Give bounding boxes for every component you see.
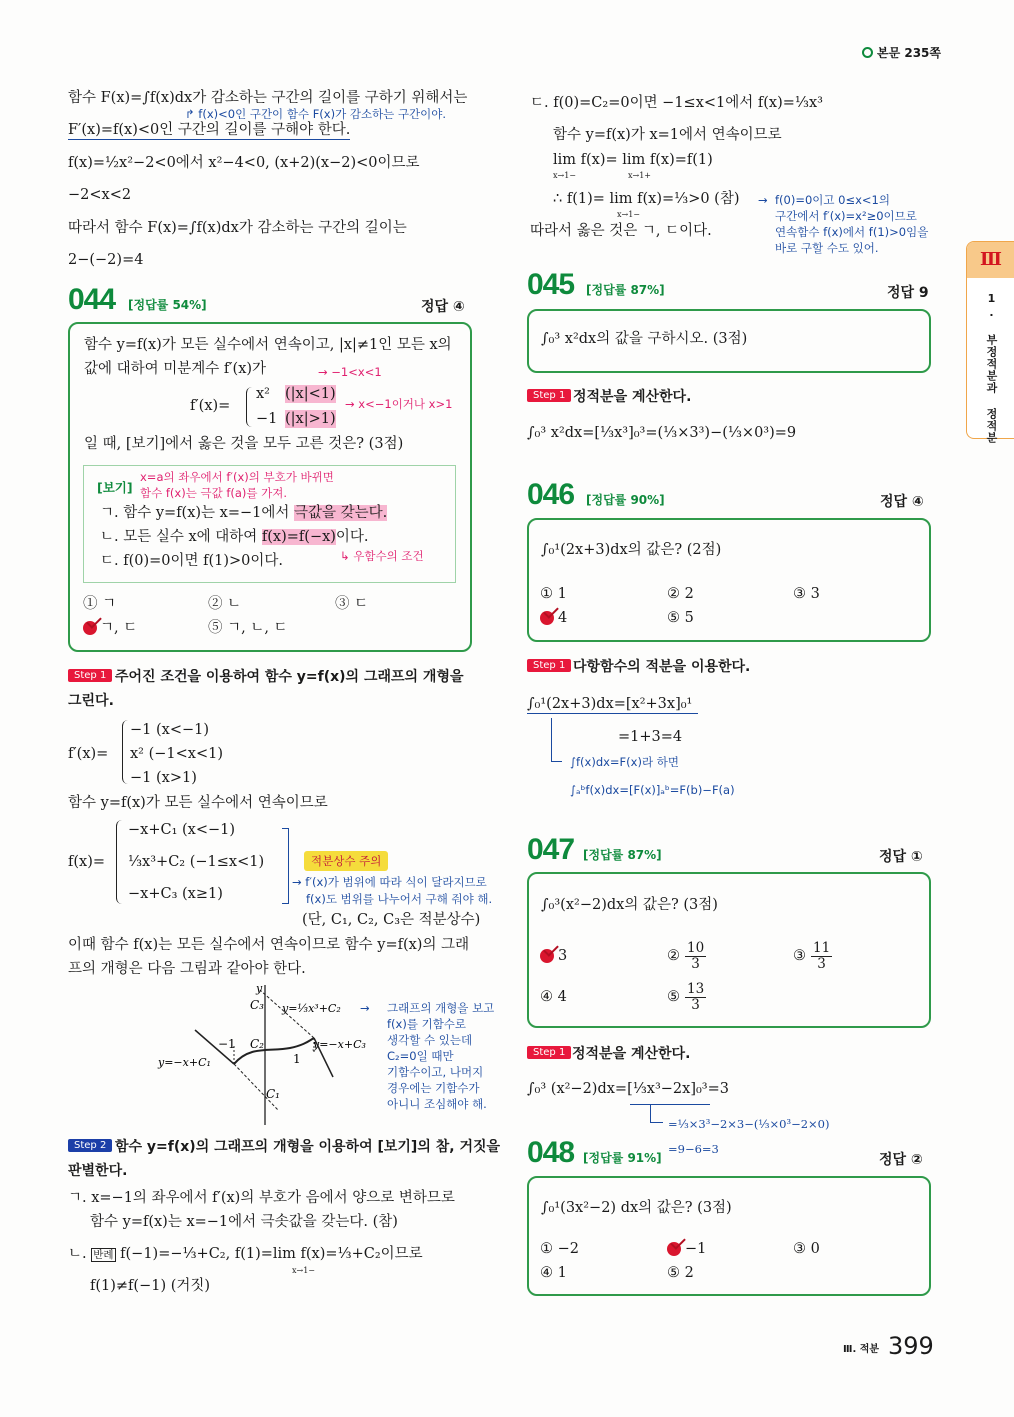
numerator: 11: [813, 940, 831, 956]
lim-sub: x→1−: [292, 1266, 316, 1275]
step-badge: Step 2: [68, 1139, 112, 1152]
piece-cond: (|x|>1): [285, 411, 336, 427]
minus-one-label: −1: [218, 1037, 236, 1051]
fprime-piece: −1 (x<−1): [130, 722, 209, 738]
answer-label: 정답 ①: [879, 849, 923, 865]
blue-note-line: 바로 구할 수도 있어.: [775, 241, 879, 255]
choice-4[interactable]: 4: [558, 610, 568, 626]
y-axis-label: y: [256, 982, 263, 995]
c3-label: C₃: [250, 998, 264, 1012]
question-number: 046: [527, 478, 575, 511]
step-title: 판별한다.: [68, 1163, 128, 1179]
choice-3-fraction[interactable]: [811, 941, 832, 972]
solution-line: f(1)≠f(−1) (거짓): [90, 1278, 211, 1294]
page-reference: [862, 44, 941, 62]
correct-rate: [정답률 90%]: [586, 493, 665, 507]
check-mark-icon: [540, 949, 554, 963]
blue-calc: =9−6=3: [668, 1142, 719, 1156]
choice-2-fraction[interactable]: [685, 941, 706, 972]
piece-expr: −1: [256, 411, 278, 427]
bogi-highlight: f(x)=f(−x): [261, 529, 336, 545]
blue-note: f(x)도 범위를 나누어서 구해 줘야 해.: [306, 892, 493, 906]
solution-line: 함수 y=f(x)는 x=−1에서 극솟값을 갖는다. (참): [90, 1214, 398, 1230]
solution-line: ㄷ. f(0)=C₂=0이면 −1≤x<1에서 f(x)=⅓x³: [530, 95, 823, 111]
question-box: [527, 1176, 931, 1296]
prev-note: ↱ f(x)<0인 구간이 함수 F(x)가 감소하는 구간이야.: [185, 107, 447, 121]
calculation: ∫₀³ x²dx=[⅓x³]₀³=(⅓×3³)−(⅓×0³)=9: [527, 425, 797, 441]
brace: [122, 720, 128, 784]
unit-label: Ⅲ: [967, 242, 1014, 278]
choice-2[interactable]: −1: [685, 1241, 707, 1257]
solution-line: ㄱ. x=−1의 좌우에서 f′(x)의 부호가 음에서 양으로 변하므로: [68, 1190, 455, 1206]
step-badge: Step 1: [527, 1046, 571, 1059]
blue-calc: =⅓×3³−2×3−(⅓×0³−2×0): [668, 1117, 830, 1131]
step-title: 정적분을 계산한다.: [573, 389, 692, 405]
question-number: 048: [527, 1136, 575, 1169]
step-badge: Step 1: [527, 389, 571, 402]
page-ref-text: 본문 235쪽: [877, 46, 942, 60]
f-label: f(x)=: [68, 854, 106, 870]
arrow-icon: →: [758, 193, 768, 207]
bogi-item: [100, 528, 369, 546]
bracket: [282, 828, 289, 904]
graph-note-line: 아니니 조심해야 해.: [387, 1097, 487, 1111]
blue-note-line: 구간에서 f′(x)=x²≥0이므로: [775, 209, 917, 223]
blue-note: ∫f(x)dx=F(x)라 하면: [570, 755, 679, 769]
pink-note-text: 우함수의 조건: [353, 549, 424, 563]
pink-note: ↳ 우함수의 조건: [340, 549, 424, 563]
numerator: 10: [687, 940, 705, 956]
prev-line: 2−(−2)=4: [68, 252, 144, 268]
fprime-piece: −1 (x>1): [130, 770, 197, 786]
piece-cond: (|x|<1): [285, 386, 336, 402]
page-number: 399: [888, 1332, 934, 1360]
question-text: 일 때, [보기]에서 옳은 것을 모두 고른 것은? (3점): [84, 436, 404, 452]
graph-note: [387, 1000, 497, 1112]
circle-icon: [862, 47, 873, 58]
answer-label: 정답 ④: [421, 299, 465, 315]
bogi-note: 함수 f(x)는 극값 f(a)를 가져.: [140, 486, 288, 500]
step-title: 함수 y=f(x)의 그래프의 개형을 이용하여 [보기]의 참, 거짓을: [115, 1139, 501, 1155]
blue-note-text: f′(x)가 범위에 따라 식이 달라지므로: [305, 875, 487, 889]
question-text: ∫₀³ x²dx의 값을 구하시오. (3점): [541, 331, 748, 347]
solution-line: ∴ f(1)= lim f(x)=⅓>0 (참): [553, 191, 740, 207]
blue-note: [775, 192, 928, 256]
question-box: [527, 518, 931, 642]
graph-note-line: C₂=0일 때만: [387, 1049, 454, 1063]
pink-note: → −1<x<1: [318, 365, 382, 379]
curve-label-left: y=−x+C₁: [158, 1056, 211, 1069]
underline: [630, 1104, 710, 1105]
step-title: 그린다.: [68, 693, 114, 709]
piece-expr: x²: [256, 386, 270, 402]
question-text: 함수 y=f(x)가 모든 실수에서 연속이고, |x|≠1인 모든 x의: [84, 337, 452, 353]
step-title: 다항함수의 적분을 이용한다.: [573, 659, 751, 675]
pink-note-text: x<−1이거나 x>1: [358, 397, 453, 411]
question-text: ∫₀¹(3x²−2) dx의 값은? (3점): [541, 1200, 732, 1216]
f-piece: −x+C₃ (x≥1): [128, 886, 223, 902]
question-text: ∫₀¹(2x+3)dx의 값은? (2점): [541, 542, 722, 558]
check-mark-icon: [83, 621, 97, 635]
solution-line: 이때 함수 f(x)는 모든 실수에서 연속이므로 함수 y=f(x)의 그래: [68, 937, 470, 953]
choice-3[interactable]: ③ 3: [793, 586, 820, 602]
choice-4[interactable]: ㄱ, ㄷ: [100, 620, 138, 636]
lim-sub: x→1−: [617, 210, 641, 219]
f-piece: ⅓x³+C₂ (−1≤x<1): [128, 854, 265, 870]
choice-2[interactable]: ② ㄴ: [208, 596, 242, 612]
prev-line: F′(x)=f(x)<0인 구간의 길이를 구해야 한다.: [68, 122, 351, 138]
choice-2[interactable]: ② 2: [667, 586, 694, 602]
graph-note-line: f(x)를 기함수로: [387, 1017, 467, 1031]
correct-rate: [정답률 91%]: [583, 1151, 662, 1165]
c1-label: C₁: [266, 1087, 280, 1101]
prev-line: 함수 F(x)=∫f(x)dx가 감소하는 구간의 길이를 구하기 위해서는: [68, 90, 468, 106]
piecewise-label: f′(x)=: [190, 398, 231, 414]
bogi-item: [100, 504, 387, 522]
prev-line: 따라서 함수 F(x)=∫f(x)dx가 감소하는 구간의 길이는: [68, 220, 407, 236]
bogi-item: ㄷ. f(0)=0이면 f(1)>0이다.: [100, 553, 284, 569]
solution-line: [68, 1245, 423, 1264]
bogi-text: ㄱ. 함수 y=f(x)는 x=−1에서: [100, 505, 294, 521]
choice-3[interactable]: ③ 0: [793, 1241, 820, 1257]
choice-1[interactable]: ① ㄱ: [83, 596, 117, 612]
correct-rate: [정답률 54%]: [128, 298, 207, 312]
cubic-curve: [234, 1038, 314, 1064]
question-text: 값에 대하여 미분계수 f′(x)가: [84, 361, 267, 377]
calculation: ∫₀¹(2x+3)dx=[x²+3x]₀¹: [527, 695, 698, 714]
choice-5-mark[interactable]: ⑤: [667, 989, 680, 1005]
answer-label: 정답 ②: [879, 1152, 923, 1168]
calculation: ∫₀³ (x²−2)dx=[⅓x³−2x]₀³=3: [527, 1081, 729, 1097]
prev-line: −2<x<2: [68, 187, 132, 203]
footer-section: Ⅲ. 적분: [843, 1344, 880, 1355]
choice-4[interactable]: [540, 988, 567, 1006]
denominator: 3: [691, 997, 700, 1013]
solution-line: 함수 y=f(x)가 x=1에서 연속이므로: [553, 127, 782, 143]
lim-sub: x→1+: [628, 171, 652, 180]
choice-value: 4: [557, 989, 567, 1005]
correct-rate: [정답률 87%]: [583, 848, 662, 862]
choice-5[interactable]: ⑤ 5: [667, 610, 694, 626]
denominator: 3: [691, 956, 700, 972]
chapter-label: 1. 부정적분과 정적분: [985, 292, 998, 444]
blue-note-line: f(0)=0이고 0≤x<1의: [775, 193, 890, 207]
check-mark-icon: [540, 611, 554, 625]
constant-warning-tag: 적분상수 주의: [304, 851, 388, 871]
step-title: 정적분을 계산한다.: [572, 1046, 691, 1062]
graph-note-line: 기함수이고, 나머지: [387, 1065, 484, 1079]
calculation: =1+3=4: [618, 729, 683, 745]
choice-1[interactable]: ① −2: [540, 1241, 579, 1257]
choice-2-mark[interactable]: ②: [667, 948, 680, 964]
brace: [246, 387, 252, 427]
curve-label-right: y=−x+C₃: [313, 1038, 366, 1051]
prev-line: f(x)=½x²−2<0에서 x²−4<0, (x+2)(x−2)<0이므로: [68, 155, 420, 171]
prev-note-text: f(x)<0인 구간이 함수 F(x)가 감소하는 구간이야.: [198, 107, 447, 121]
answer-label: 정답 ④: [880, 494, 924, 510]
choice-5[interactable]: ⑤ ㄱ, ㄴ, ㄷ: [208, 620, 288, 636]
solution-text: f(−1)=−⅓+C₂, f(1)=lim f(x)=⅓+C₂이므로: [115, 1246, 423, 1262]
constant-note: (단, C₁, C₂, C₃은 적분상수): [302, 912, 481, 928]
blue-note: ∫ₐᵇf(x)dx=[F(x)]ₐᵇ=F(b)−F(a): [570, 783, 735, 797]
lim-sub: x→1−: [553, 171, 577, 180]
solution-line: 함수 y=f(x)가 모든 실수에서 연속이므로: [68, 795, 328, 811]
graph-note-line: 그래프의 개형을 보고: [387, 1001, 495, 1015]
question-number: 045: [527, 268, 575, 301]
choice-1[interactable]: ① 1: [540, 586, 567, 602]
curve-label-mid: y=⅓x³+C₂: [282, 1002, 341, 1015]
bogi-label: [보기]: [97, 480, 133, 495]
pink-note: → x<−1이거나 x>1: [345, 397, 453, 411]
answer-label: 정답 9: [887, 285, 929, 301]
graph-note-line: 경우에는 기함수가: [387, 1081, 480, 1095]
blue-note: → f′(x)가 범위에 따라 식이 달라지므로: [292, 875, 487, 889]
brace: [116, 820, 122, 904]
fprime-piece: x² (−1<x<1): [130, 746, 223, 762]
c2-label: C₂: [250, 1037, 264, 1051]
choice-5[interactable]: ⑤ 2: [667, 1265, 694, 1281]
question-number: 047: [527, 833, 575, 866]
choice-3[interactable]: ③ ㄷ: [335, 596, 369, 612]
graph-note-line: 생각할 수 있는데: [387, 1033, 473, 1047]
f-piece: −x+C₁ (x<−1): [128, 822, 236, 838]
step-title: 주어진 조건을 이용하여 함수 y=f(x)의 그래프의 개형을: [115, 669, 464, 685]
one-label: 1: [293, 1052, 301, 1066]
bracket: [650, 1104, 663, 1123]
step-badge: Step 1: [527, 659, 571, 672]
solution-line: 따라서 옳은 것은 ㄱ, ㄷ이다.: [530, 223, 712, 239]
denominator: 3: [817, 956, 826, 972]
solution-line: 프의 개형은 다음 그림과 같아야 한다.: [68, 961, 306, 977]
question-text: ∫₀³(x²−2)dx의 값은? (3점): [541, 897, 718, 913]
choice-mark: ④: [540, 989, 553, 1005]
question-number: 044: [68, 283, 116, 316]
bogi-text: 이다.: [335, 529, 369, 545]
bogi-highlight: 극값을 갖는다.: [294, 505, 388, 521]
choice-1[interactable]: 3: [558, 948, 568, 964]
choice-4[interactable]: ④ 1: [540, 1265, 567, 1281]
blue-note-line: 연속함수 f(x)에서 f(1)>0임을: [775, 225, 929, 239]
graph-sketch: [150, 980, 390, 1130]
choice-5-fraction[interactable]: [685, 982, 706, 1013]
item-marker: ㄴ.: [68, 1246, 92, 1262]
check-mark-icon: [667, 1242, 681, 1256]
fprime-label: f′(x)=: [68, 746, 109, 762]
chapter-side-tab[interactable]: [966, 241, 1014, 444]
step-badge: Step 1: [68, 669, 112, 682]
solution-line: lim f(x)= lim f(x)=f(1): [553, 152, 713, 168]
numerator: 13: [687, 981, 705, 997]
counterexample-badge: 반례: [93, 1249, 114, 1261]
arrow-icon: →: [360, 1001, 370, 1015]
choice-3-mark[interactable]: ③: [793, 948, 806, 964]
correct-rate: [정답률 87%]: [586, 283, 665, 297]
pink-note-text: −1<x<1: [331, 365, 382, 379]
bogi-note: x=a의 좌우에서 f′(x)의 부호가 바뀌면: [140, 470, 334, 484]
bracket: [551, 718, 562, 762]
bogi-text: ㄴ. 모든 실수 x에 대하여: [100, 529, 262, 545]
